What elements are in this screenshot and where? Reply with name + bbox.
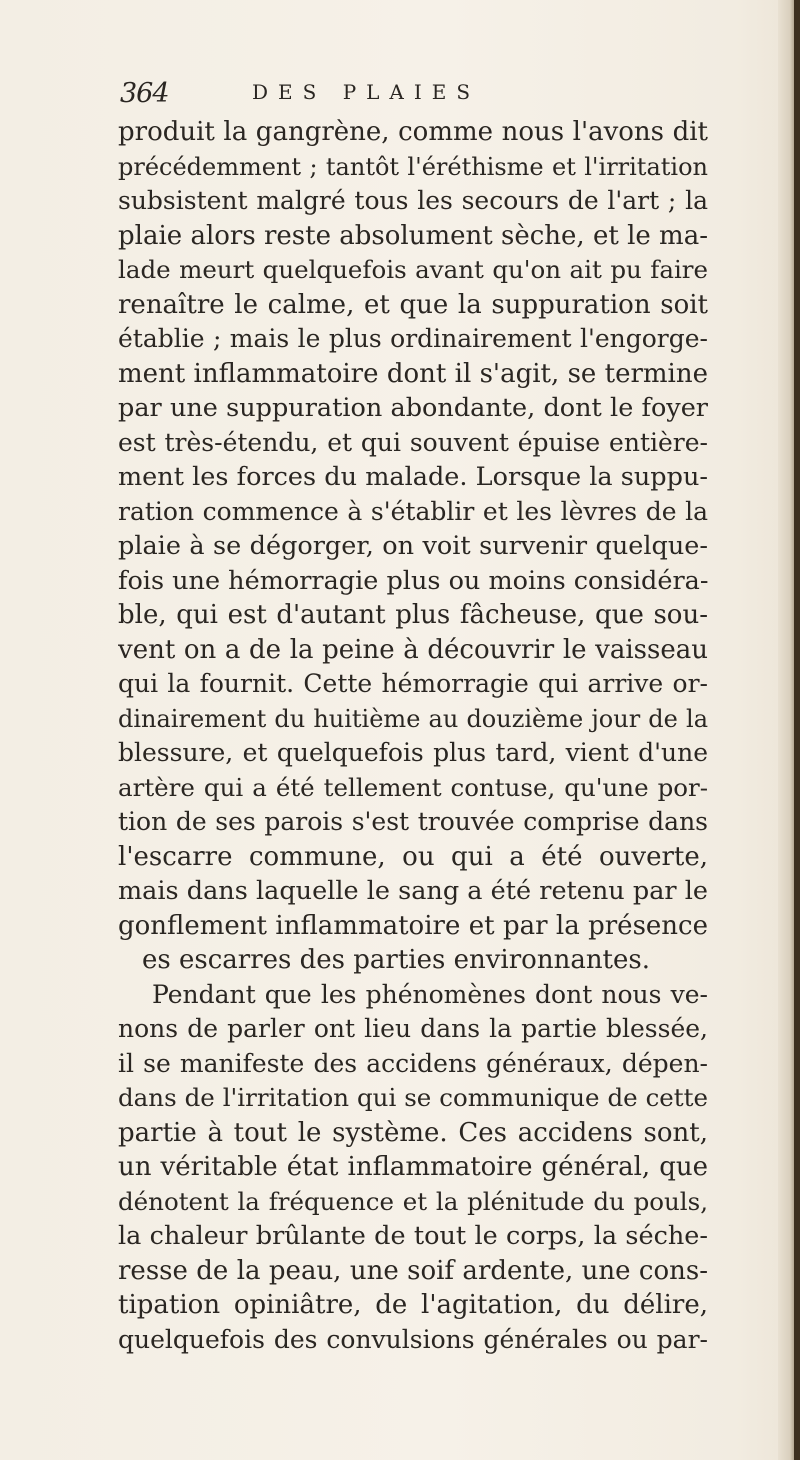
text-line: resse de la peau, une soif ardente, une cons- [118, 1255, 708, 1286]
text-line: gonflement inflammatoire et par la présence [118, 910, 708, 941]
text-line: partie à tout le système. Ces accidens sont, [118, 1117, 708, 1148]
text-line: artère qui a été tellement contuse, qu'une por- [118, 772, 708, 802]
text-line: ment inflammatoire dont il s'agit, se termine [118, 358, 708, 389]
text-line: tion de ses parois s'est trouvée comprise dans [118, 807, 708, 836]
text-line: blessure, et quelquefois plus tard, vient d'une [118, 738, 708, 767]
text-line: produit la gangrène, comme nous l'avons dit [118, 117, 708, 147]
text-line: dinairement du huitième au douzième jour de la [118, 704, 708, 733]
text-line: dans de l'irritation qui se communique de cette [118, 1083, 708, 1112]
text-line: est très-étendu, et qui souvent épuise entière- [118, 427, 708, 457]
text-line: plaie alors reste absolument sèche, et le ma- [118, 220, 708, 251]
body-text [118, 115, 708, 1357]
text-line: dénotent la fréquence et la plénitude du pouls, [118, 1186, 708, 1216]
text-line: précédemment ; tantôt l'éréthisme et l'irritation [118, 152, 708, 181]
text-line: nons de parler ont lieu dans la partie blessée, [118, 1014, 708, 1043]
page-number: 364 [120, 78, 169, 109]
text-line: renaître le calme, et que la suppuration soit [118, 289, 708, 320]
text-line: ration commence à s'établir et les lèvres de la [118, 496, 708, 526]
running-head: DES PLAIES [252, 80, 481, 104]
text-line: plaie à se dégorger, on voit survenir quelque- [118, 531, 708, 561]
text-line: tipation opiniâtre, de l'agitation, du délire, [118, 1290, 708, 1320]
text-line: l'escarre commune, ou qui a été ouverte, [118, 841, 708, 872]
text-line: il se manifeste des accidens généraux, dépen- [118, 1048, 708, 1078]
page-header [120, 78, 680, 112]
text-line: ble, qui est d'autant plus fâcheuse, que sou- [118, 600, 708, 630]
text-line: ment les forces du malade. Lorsque la suppu- [118, 462, 708, 492]
text-line: subsistent malgré tous les secours de l'art ; la [118, 186, 708, 215]
text-line: un véritable état inflammatoire général, que [118, 1152, 708, 1182]
text-line: quelquefois des convulsions générales ou par- [118, 1324, 708, 1354]
binding-edge [794, 0, 800, 1460]
text-line: qui la fournit. Cette hémorragie qui arrive or- [118, 669, 708, 698]
text-line: établie ; mais le plus ordinairement l'engorge- [118, 324, 708, 353]
text-line: mais dans laquelle le sang a été retenu par le [118, 876, 708, 906]
text-line: es escarres des parties environnantes. [142, 945, 651, 975]
text-line: lade meurt quelquefois avant qu'on ait pu faire [118, 255, 708, 284]
text-line: par une suppuration abondante, dont le foyer [118, 393, 708, 423]
text-line: vent on a de la peine à découvrir le vaisseau [118, 634, 708, 665]
text-line: fois une hémorragie plus ou moins considéra- [118, 565, 708, 596]
paragraph-start-line: Pendant que les phénomènes dont nous ve- [152, 979, 708, 1009]
text-line: la chaleur brûlante de tout le corps, la séche- [118, 1221, 708, 1251]
